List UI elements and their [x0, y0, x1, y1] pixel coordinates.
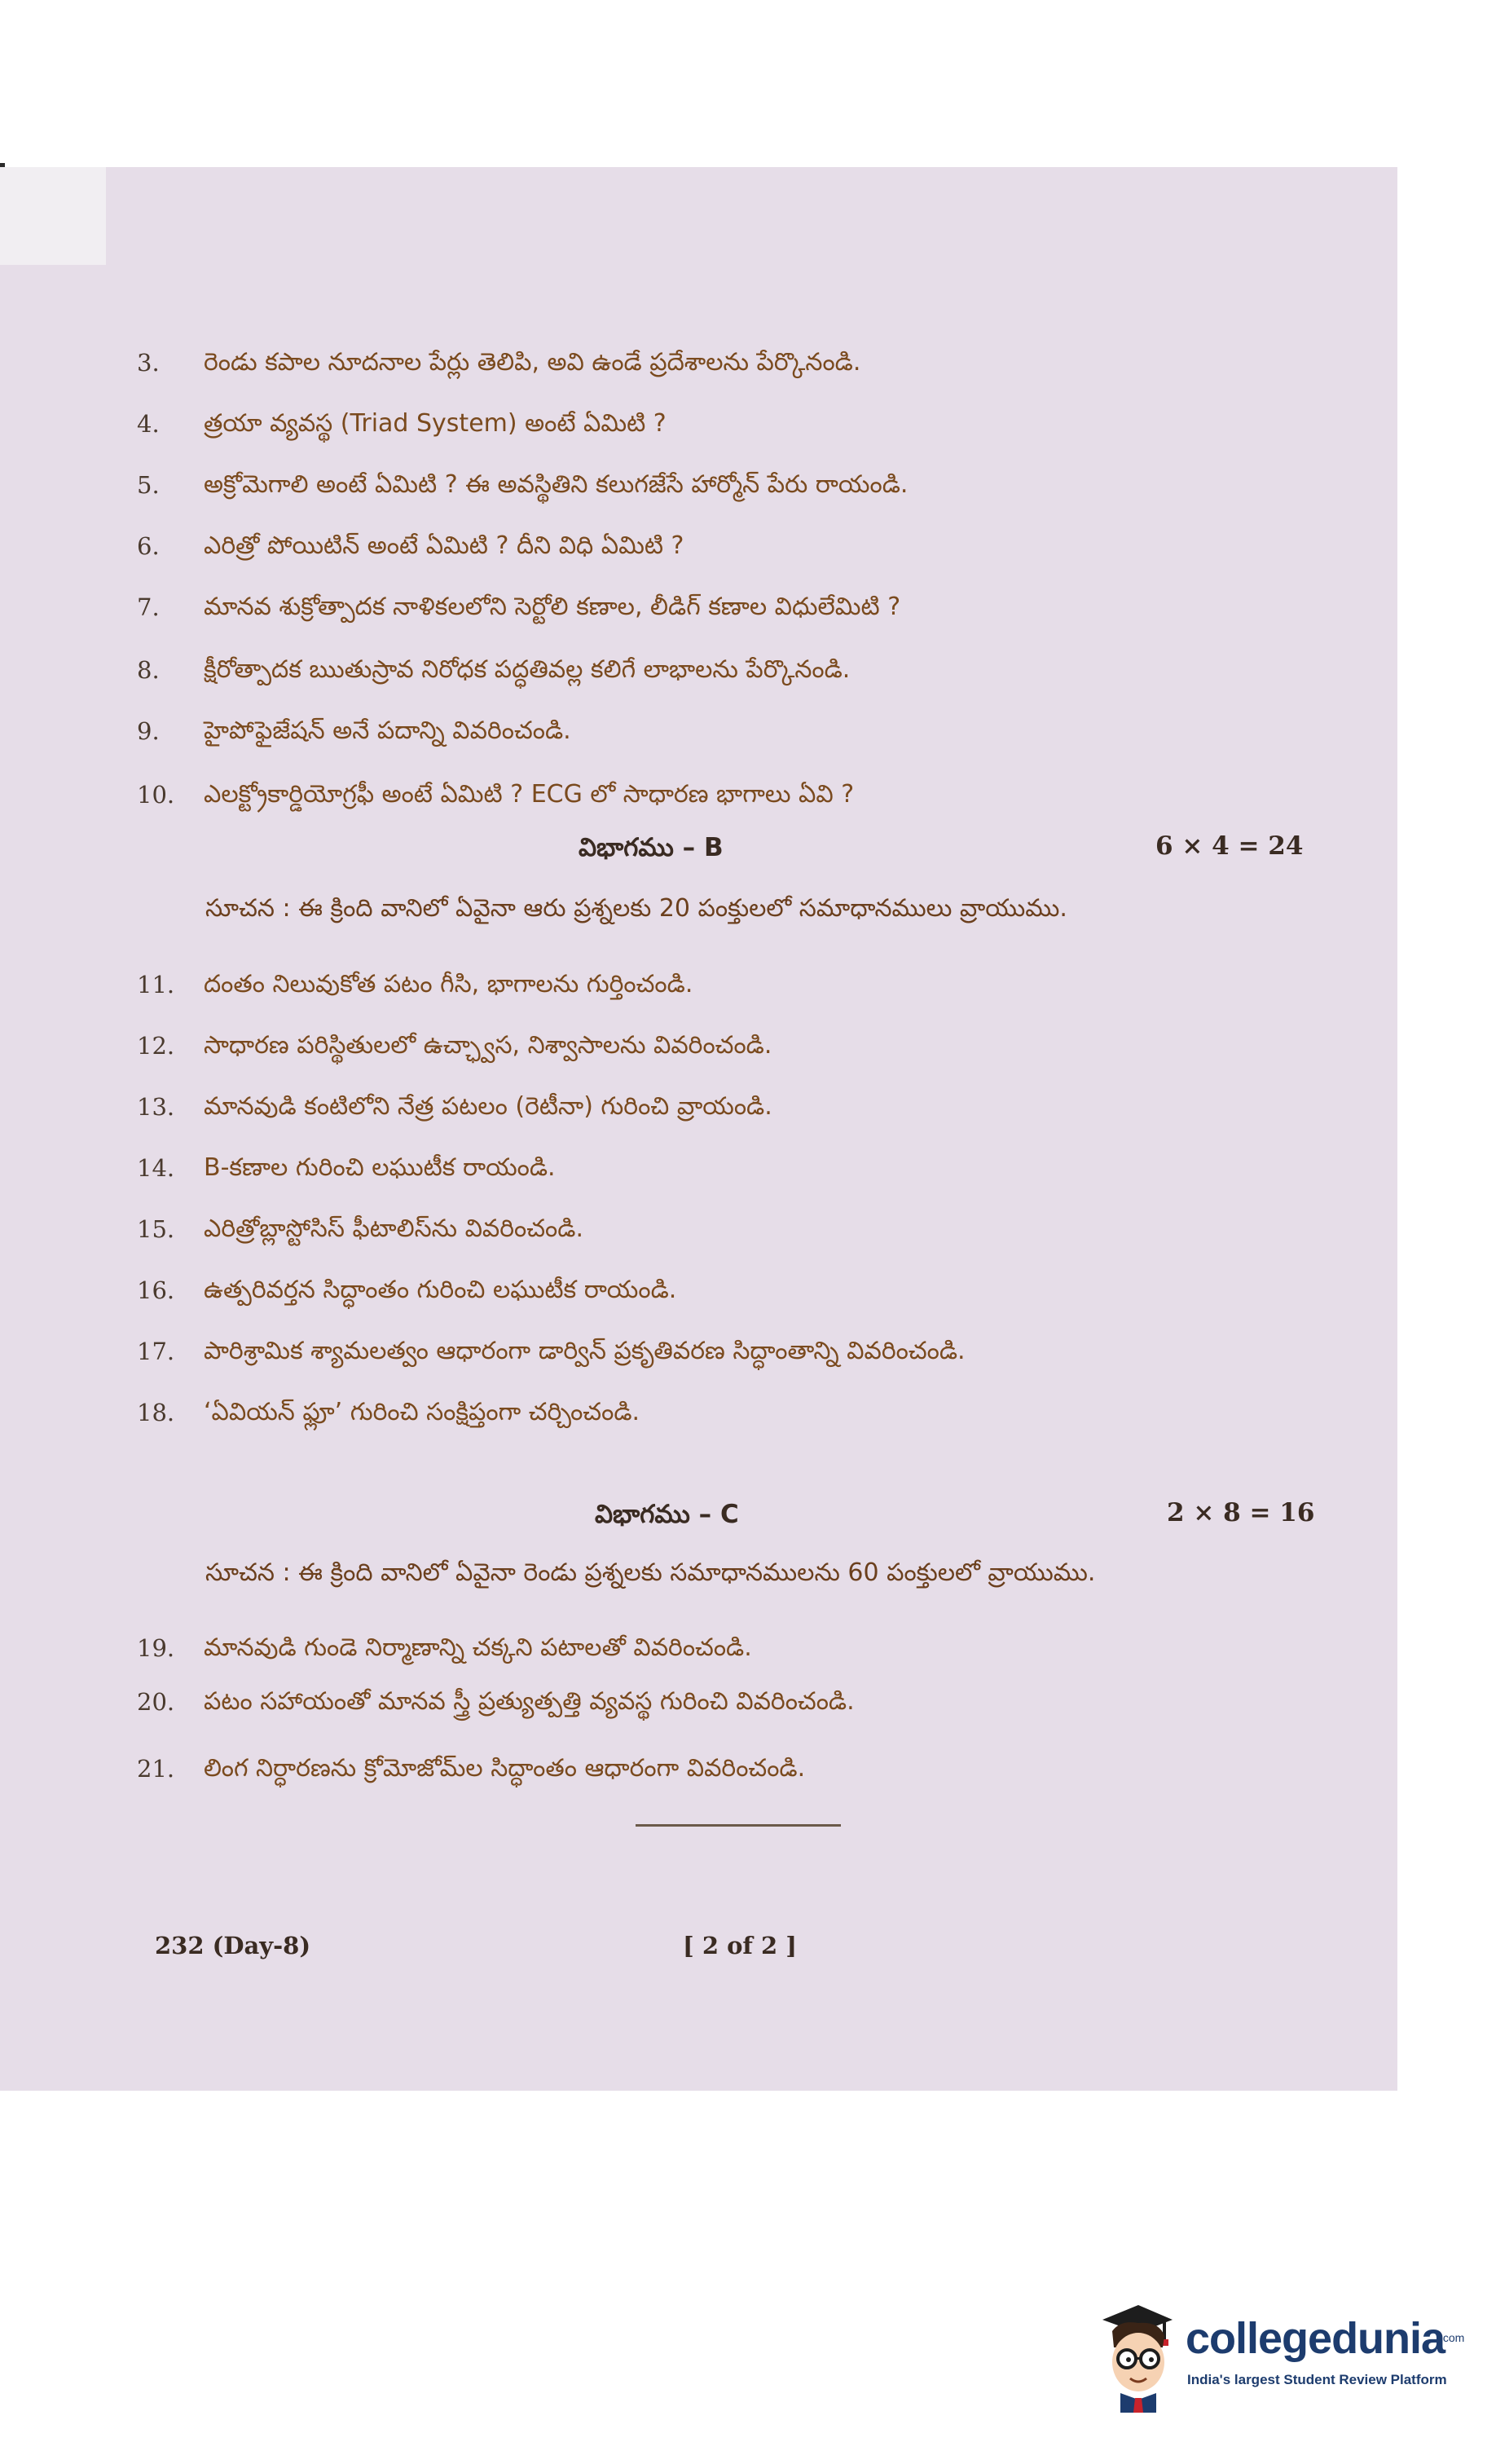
- question-item: [0, 1744, 1385, 1793]
- question-number: 3.: [137, 349, 160, 377]
- question-item: [0, 1388, 1385, 1437]
- question-text: క్షీరోత్పాదక ఋతుస్రావ నిరోధక పద్ధతివల్ల కలిగే లాభాలను పేర్కొనండి.: [204, 655, 851, 684]
- question-number: 5.: [137, 471, 160, 499]
- question-item: [0, 1205, 1385, 1254]
- question-number: 15.: [137, 1215, 175, 1243]
- page-number: [ 2 of 2 ]: [683, 1932, 798, 1959]
- question-item: [0, 461, 1385, 509]
- logo-suffix: .com: [1440, 2331, 1465, 2344]
- question-number: 14.: [137, 1154, 175, 1182]
- question-text: అక్రోమెగాలి అంటే ఏమిటి ? ఈ అవస్థితిని కలుగజేసే హార్మోన్ పేరు రాయండి.: [204, 470, 909, 499]
- question-text: B-కణాల గురించి లఘుటీక రాయండి.: [204, 1153, 556, 1182]
- question-number: 4.: [137, 410, 160, 438]
- question-item: [0, 338, 1385, 387]
- section-b-instruction: సూచన : ఈ క్రింది వానిలో ఏవైనా ఆరు ప్రశ్నలకు 20 పంక్తులలో సమాధానములు వ్రాయుము.: [205, 894, 1067, 923]
- question-text: ‘ఏవియన్ ఫ్లూ’ గురించి సంక్షిప్తంగా చర్చించండి.: [204, 1398, 640, 1426]
- section-c-marks: 2 × 8 = 16: [1167, 1498, 1315, 1527]
- question-item: [0, 583, 1385, 632]
- paper-code: 232 (Day-8): [155, 1932, 311, 1959]
- question-text: మానవ శుక్రోత్పాదక నాళికలలోని సెర్టోలి కణాల, లీడిగ్ కణాల విధులేమిటి ?: [204, 593, 901, 621]
- question-number: 8.: [137, 656, 160, 684]
- question-text: ఎరిత్రో పోయిటిన్ అంటే ఏమిటి ? దీని విధి ఏమిటి ?: [204, 531, 684, 560]
- sheet-corner: [0, 167, 106, 265]
- question-number: 16.: [137, 1276, 175, 1304]
- question-item: [0, 770, 1385, 819]
- question-item: [0, 399, 1385, 448]
- question-item: [0, 646, 1385, 694]
- question-item: [0, 522, 1385, 571]
- question-number: 12.: [137, 1032, 175, 1060]
- section-c-instruction: సూచన : ఈ క్రింది వానిలో ఏవైనా రెండు ప్రశ్నలకు సమాధానములను 60 పంక్తులలో వ్రాయుము.: [205, 1558, 1096, 1587]
- question-number: 13.: [137, 1093, 175, 1121]
- section-b-title: విభాగము – B: [579, 833, 724, 862]
- question-number: 9.: [137, 717, 160, 745]
- question-text: ఎరిత్రోబ్లాస్టోసిస్ ఫీటాలిస్‌ను వివరించండి.: [204, 1214, 584, 1243]
- question-text: సాధారణ పరిస్థితులలో ఉచ్ఛ్వాస, నిశ్వాసాలను వివరించండి.: [204, 1031, 772, 1060]
- question-item: [0, 1327, 1385, 1376]
- question-number: 6.: [137, 532, 160, 560]
- question-item: [0, 960, 1385, 1009]
- question-item: [0, 707, 1385, 756]
- question-item: [0, 1677, 1385, 1726]
- logo-wordmark: collegedunia: [1186, 2314, 1445, 2363]
- question-number: 17.: [137, 1338, 175, 1365]
- page-margin-top: [0, 0, 1496, 167]
- question-number: 10.: [137, 781, 175, 809]
- question-text: ఎలక్ట్రోకార్డియోగ్రఫీ అంటే ఏమిటి ? ECG లో సాధారణ భాగాలు ఏవి ?: [204, 780, 855, 809]
- mascot-icon: [1088, 2299, 1181, 2421]
- logo-tagline: India's largest Student Review Platform: [1187, 2372, 1447, 2387]
- collegedunia-logo: [1088, 2299, 1471, 2421]
- question-text: ఉత్పరివర్తన సిద్ధాంతం గురించి లఘుటీక రాయండి.: [204, 1276, 677, 1304]
- question-number: 18.: [137, 1399, 175, 1426]
- question-text: పారిశ్రామిక శ్యామలత్వం ఆధారంగా డార్విన్ ప్రకృతివరణ సిద్ధాంతాన్ని వివరించండి.: [204, 1337, 966, 1365]
- question-number: 7.: [137, 593, 160, 621]
- question-number: 11.: [137, 971, 175, 998]
- question-text: దంతం నిలువుకోత పటం గీసి, భాగాలను గుర్తించండి.: [204, 970, 693, 998]
- question-text: మానవుడి కంటిలోని నేత్ర పటలం (రెటీనా) గురించి వ్రాయండి.: [204, 1092, 772, 1121]
- question-text: మానవుడి గుండె నిర్మాణాన్ని చక్కని పటాలతో వివరించండి.: [204, 1633, 752, 1662]
- question-number: 19.: [137, 1634, 175, 1662]
- question-item: [0, 1144, 1385, 1192]
- section-c-title: విభాగము – C: [595, 1500, 739, 1529]
- question-text: రెండు కపాల నూదనాల పేర్లు తెలిపి, అవి ఉండే ప్రదేశాలను పేర్కొనండి.: [204, 348, 861, 377]
- end-rule: [636, 1824, 841, 1827]
- question-item: [0, 1266, 1385, 1315]
- section-b-marks: 6 × 4 = 24: [1155, 831, 1304, 861]
- question-text: పటం సహాయంతో మానవ స్త్రీ ప్రత్యుత్పత్తి వ్యవస్థ గురించి వివరించండి.: [204, 1687, 855, 1716]
- question-number: 20.: [137, 1688, 175, 1716]
- question-text: హైపోఫైజేషన్ అనే పదాన్ని వివరించండి.: [204, 716, 571, 745]
- question-text: త్రయా వ్యవస్థ (Triad System) అంటే ఏమిటి ?: [204, 409, 667, 438]
- question-text: లింగ నిర్ధారణను క్రోమోజోమ్‌ల సిద్ధాంతం ఆధారంగా వివరించండి.: [204, 1754, 806, 1783]
- question-item: [0, 1021, 1385, 1070]
- question-number: 21.: [137, 1755, 175, 1783]
- question-item: [0, 1624, 1385, 1673]
- question-item: [0, 1082, 1385, 1131]
